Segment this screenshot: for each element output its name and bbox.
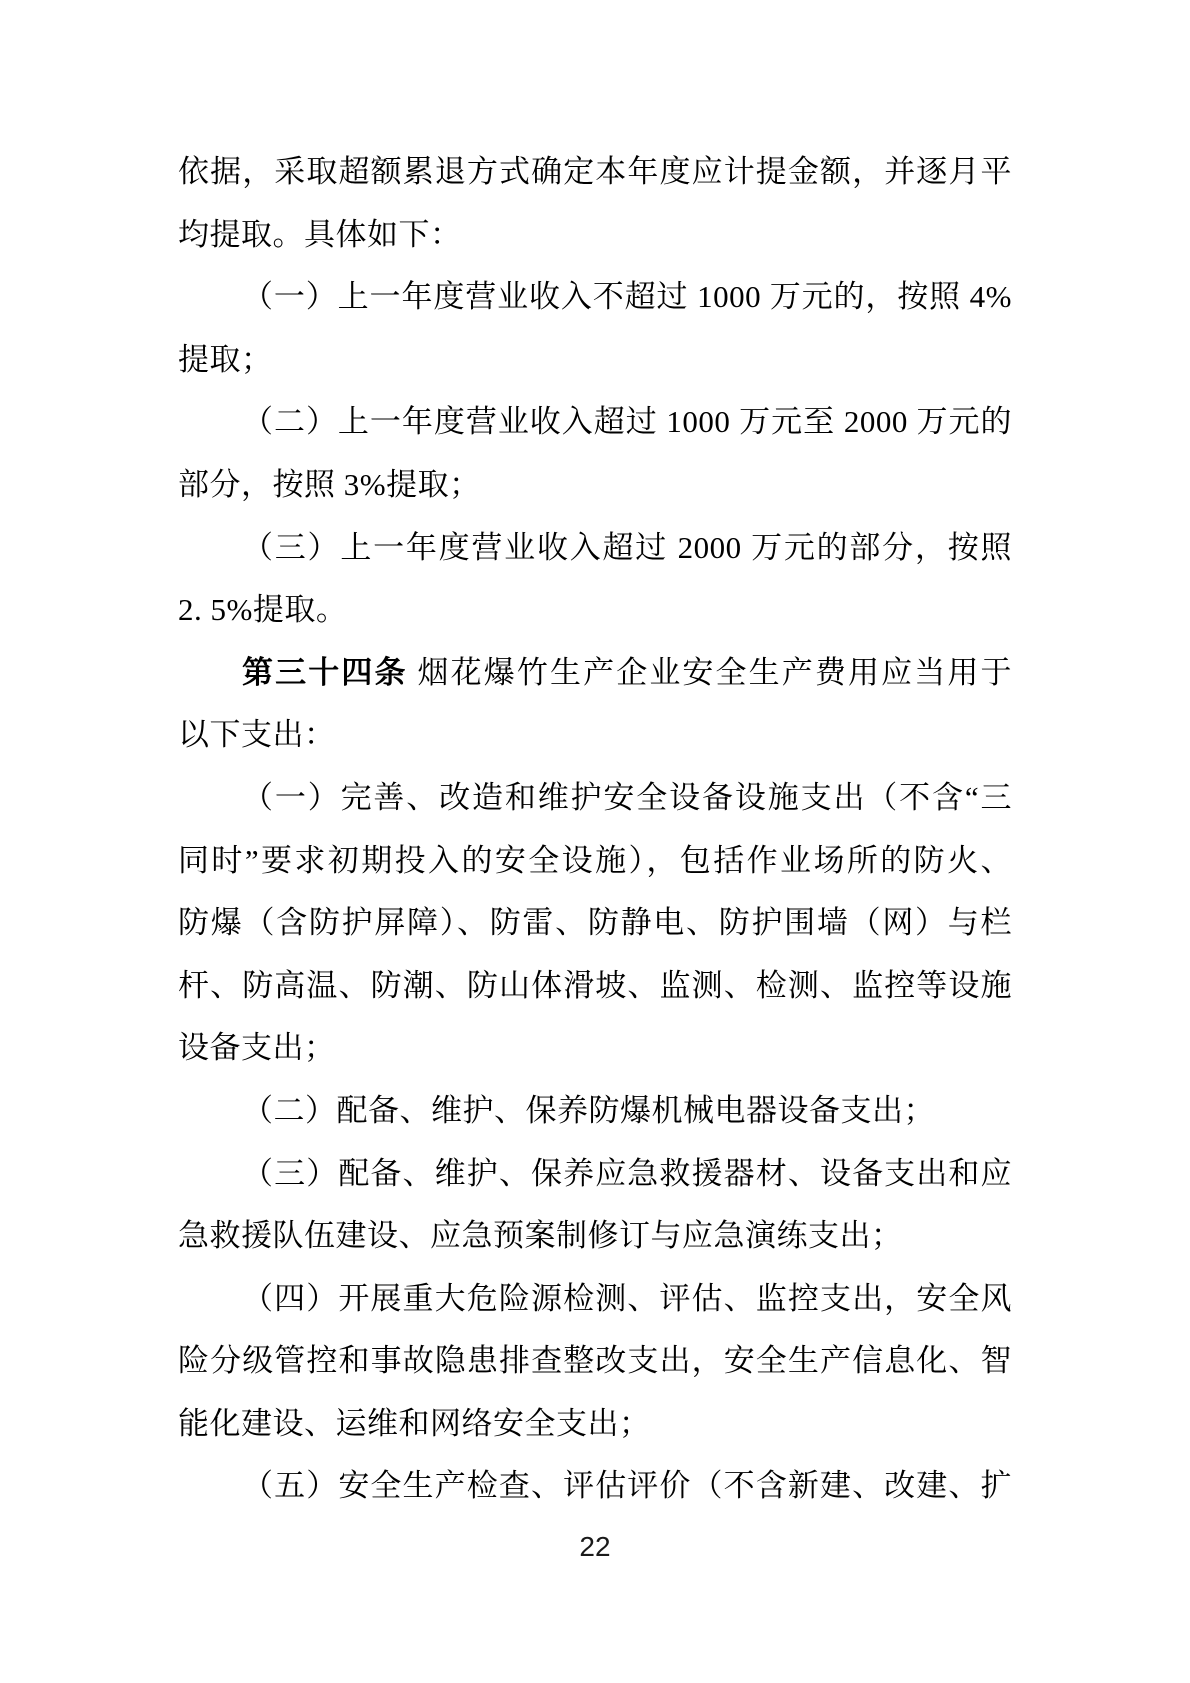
text-line: （一）上一年度营业收入不超过 1000 万元的，按照 4% [242, 279, 1012, 315]
text-line: 依据，采取超额累退方式确定本年度应计提金额，并逐月平 [178, 154, 1012, 189]
text-line: 急救援队伍建设、应急预案制修订与应急演练支出； [178, 1218, 903, 1254]
text-line: （二）上一年度营业收入超过 1000 万元至 2000 万元的 [242, 404, 1012, 440]
page-number: 22 [579, 1531, 611, 1562]
text-line: （二）配备、维护、保养防爆机械电器设备支出； [242, 1092, 935, 1128]
text-line: 险分级管控和事故隐患排查整改支出，安全生产信息化、智 [178, 1343, 1012, 1379]
text-line: 提取； [178, 341, 273, 377]
text-line: （三）配备、维护、保养应急救援器材、设备支出和应 [242, 1155, 1012, 1191]
text-line: （五）安全生产检查、评估评价（不含新建、改建、扩 [242, 1468, 1012, 1504]
article-heading: 第三十四条 [242, 654, 408, 690]
text-line: 防爆（含防护屏障）、防雷、防静电、防护围墙（网）与栏 [178, 905, 1012, 941]
text-line: 同时”要求初期投入的安全设施），包括作业场所的防火、 [178, 842, 1012, 878]
text-line: （三）上一年度营业收入超过 2000 万元的部分，按照 [242, 529, 1012, 565]
text-line: 以下支出： [178, 717, 336, 753]
text-line: 部分，按照 3%提取； [178, 466, 481, 502]
text-line [178, 642, 1012, 705]
text-line: （四）开展重大危险源检测、评估、监控支出，安全风 [242, 1280, 1012, 1316]
text-segment: 烟花爆竹生产企业安全生产费用应当用于 [407, 654, 1013, 690]
text-line: 2. 5%提取。 [178, 592, 348, 628]
text-line: 杆、防高温、防潮、防山体滑坡、监测、检测、监控等设施 [178, 967, 1012, 1003]
text-line: 能化建设、运维和网络安全支出； [178, 1405, 651, 1441]
text-line: （一）完善、改造和维护安全设备设施支出（不含“三 [242, 779, 1012, 815]
document-body [178, 141, 1012, 1518]
text-line: 设备支出； [178, 1030, 336, 1066]
text-line: 均提取。具体如下： [178, 216, 462, 252]
